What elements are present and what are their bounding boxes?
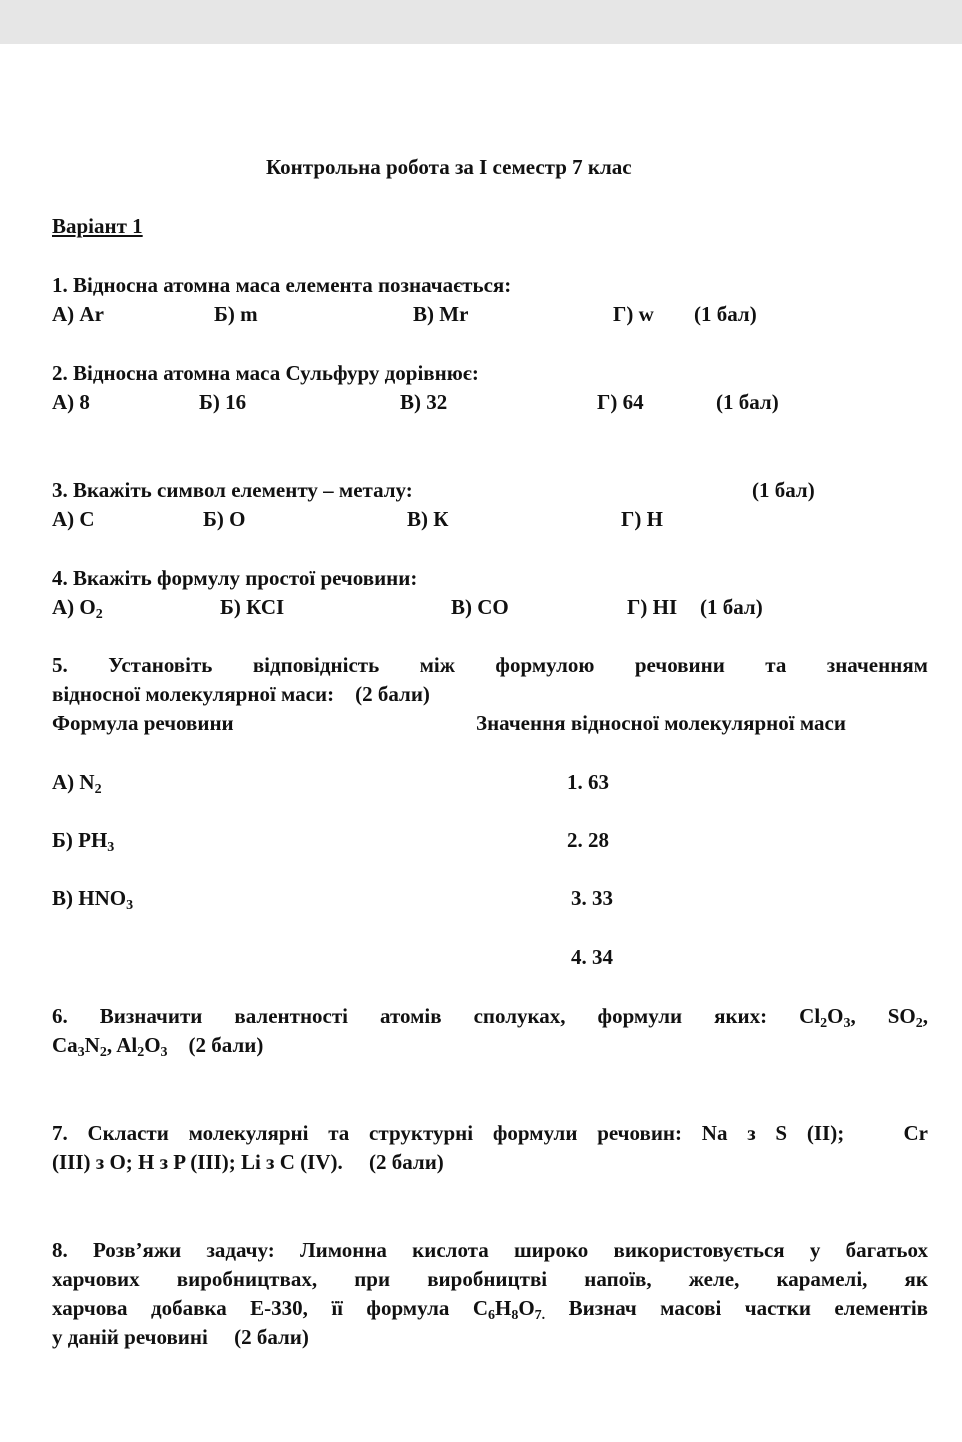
question-8-line-3: харчова добавка Е-330, її формула $C_6H_8O_{7.}$ Визнач масові частки елементів	[52, 1296, 928, 1323]
q3-option-b: Б) О	[203, 507, 246, 531]
q2-option-b: Б) 16	[199, 390, 247, 414]
q4-option-b: Б) КСІ	[220, 595, 285, 619]
question-4-text: 4. Вкажіть формулу простої речовини:	[52, 566, 418, 590]
question-8-line-2: харчових виробництвах, при виробництві напоїв, желе, карамелі, як	[52, 1267, 928, 1291]
q1-option-a: А) Ar	[52, 302, 104, 326]
q3-option-a: А) С	[52, 507, 95, 531]
q5-value-1: 1. 63	[567, 770, 609, 794]
question-7-line-1: 7. Скласти молекулярні та структурні формули речовин: Na з S (II); Cr	[52, 1121, 928, 1145]
q5-formula-a: А) $N_2$	[52, 770, 102, 797]
q3-points: (1 бал)	[752, 478, 815, 502]
q4-option-a: А) $О_2$	[52, 595, 103, 622]
q1-points: (1 бал)	[694, 302, 757, 326]
q5-column-formula: Формула речовини	[52, 711, 234, 735]
q1-option-c: В) Mr	[413, 302, 469, 326]
formula-citric-acid: $C_6H_8O_{7.}$	[472, 1296, 546, 1323]
q4-option-d: Г) НІ	[627, 595, 678, 619]
top-gray-bar	[0, 0, 962, 44]
q2-option-a: А) 8	[52, 390, 90, 414]
formula-cl2o3: $Cl_2O_3$,	[799, 1004, 856, 1031]
q3-option-d: Г) Н	[621, 507, 663, 531]
q5-value-2: 2. 28	[567, 828, 609, 852]
q4-option-c: В) СО	[451, 595, 509, 619]
question-5-line-2: відносної молекулярної маси: (2 бали)	[52, 682, 430, 706]
q5-value-3: 3. 33	[571, 886, 613, 910]
q1-option-b: Б) m	[214, 302, 258, 326]
formula-al2o3: $Al_2O_3$	[116, 1033, 168, 1060]
q4-points: (1 бал)	[700, 595, 763, 619]
question-3-text: 3. Вкажіть символ елементу – металу:	[52, 478, 413, 502]
variant-heading: Варіант 1	[52, 214, 143, 238]
question-2-text: 2. Відносна атомна маса Сульфуру дорівнює:	[52, 361, 479, 385]
question-7-line-2: (III) з O; H з P (III); Li з C (IV). (2 бали)	[52, 1150, 444, 1174]
q5-value-4: 4. 34	[571, 945, 613, 969]
q2-option-c: В) 32	[400, 390, 448, 414]
q1-option-d: Г) w	[613, 302, 654, 326]
q2-points: (1 бал)	[716, 390, 779, 414]
question-6-line-2: $Ca_3N_2$, $Al_2O_3$ (2 бали)	[52, 1033, 264, 1060]
formula-so2: $SO_2$,	[887, 1004, 929, 1031]
q5-formula-c: В) $НNO_3$	[52, 886, 134, 913]
formula-ca3n2: $Ca_3N_2$,	[52, 1033, 113, 1060]
q2-option-d: Г) 64	[597, 390, 644, 414]
q5-formula-b: Б) $РН_3$	[52, 828, 115, 855]
question-6-line-1: 6. Визначити валентності атомів сполуках, формули яких: $Cl_2O_3$, $SO_2$,	[52, 1004, 929, 1031]
question-8-line-4: у даній речовині (2 бали)	[52, 1325, 309, 1349]
question-8-line-1: 8. Розв’яжи задачу: Лимонна кислота широко використовується у багатьох	[52, 1238, 928, 1262]
q5-column-mass: Значення відносної молекулярної маси	[476, 711, 846, 735]
q3-option-c: В) К	[407, 507, 449, 531]
question-5-line-1: 5. Установіть відповідність між формулою речовини та значенням	[52, 653, 928, 677]
page-title: Контрольна робота за І семестр 7 клас	[266, 155, 632, 179]
question-1-text: 1. Відносна атомна маса елемента позначається:	[52, 273, 512, 297]
